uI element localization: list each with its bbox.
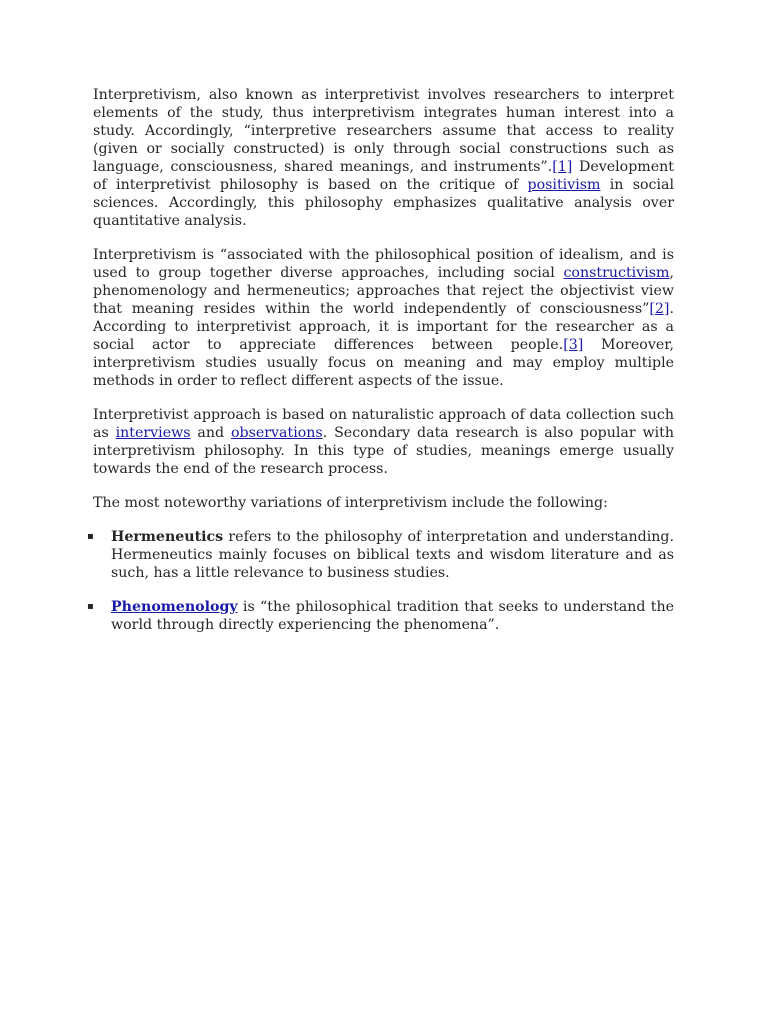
paragraph-text: Interpretivism, also known as interpretivist involves researchers to interpret elements of the study, thus interpretivism integrates human interest into a study. Accordingly, “interpretive researchers assume that access to reality (given or socially constructed) is only through social constructions such as language, consciousness, shared meanings, and instruments”. <box>93 87 674 175</box>
paragraph-text: . Secondary data research is also popular with interpretivism philosophy. In this type of studies, meanings emerge usually towards the end of the research process. <box>93 425 674 477</box>
paragraph-text: . According to interpretivist approach, it is important for the researcher as a social actor to appreciate differences between people. <box>93 301 674 353</box>
square-bullet-icon: ▪ <box>87 531 94 542</box>
reference-link-3[interactable]: [3] <box>563 337 584 353</box>
paragraph-text: , phenomenology and hermeneutics; approaches that reject the objectivist view that meaning resides within the world independently of consciousness” <box>93 265 674 317</box>
list-item-text: refers to the philosophy of interpretation and understanding. Hermeneutics mainly focuses on biblical texts and wisdom literature and as such, has a little relevance to business studies. <box>111 529 674 581</box>
list-item-hermeneutics <box>87 528 674 582</box>
document-body <box>87 86 674 650</box>
paragraph-text: in social sciences. Accordingly, this philosophy emphasizes qualitative analysis over quantitative analysis. <box>93 177 674 229</box>
paragraph-text: and <box>190 425 231 441</box>
term-hermeneutics: Hermeneutics <box>111 529 224 545</box>
paragraph-data-collection <box>93 406 674 478</box>
interviews-link[interactable]: interviews <box>115 425 191 441</box>
reference-link-1[interactable]: [1] <box>552 159 573 175</box>
observations-link[interactable]: observations <box>230 425 323 441</box>
list-item-text: is “the philosophical tradition that seeks to understand the world through directly experiencing the phenomena”. <box>111 599 674 633</box>
paragraph-interpretivism-intro <box>93 86 674 230</box>
paragraph-variations-intro <box>93 494 674 512</box>
variations-list <box>87 528 674 634</box>
paragraph-interpretivism-idealism <box>93 246 674 390</box>
paragraph-text: Interpretivist approach is based on naturalistic approach of data collection such as <box>93 407 674 441</box>
positivism-link[interactable]: positivism <box>527 177 601 193</box>
square-bullet-icon: ▪ <box>87 601 94 612</box>
paragraph-text: Interpretivism is “associated with the philosophical position of idealism, and is used to group together diverse approaches, including social <box>93 247 674 281</box>
phenomenology-link[interactable]: Phenomenology <box>111 599 238 615</box>
paragraph-text: The most noteworthy variations of interpretivism include the following: <box>93 495 608 511</box>
reference-link-2[interactable]: [2] <box>649 301 670 317</box>
list-item-phenomenology <box>87 598 674 634</box>
paragraph-text: Moreover, interpretivism studies usually focus on meaning and may employ multiple methods in order to reflect different aspects of the issue. <box>93 337 674 389</box>
constructivism-link[interactable]: constructivism <box>563 265 670 281</box>
paragraph-text: Development of interpretivist philosophy is based on the critique of <box>93 159 674 193</box>
